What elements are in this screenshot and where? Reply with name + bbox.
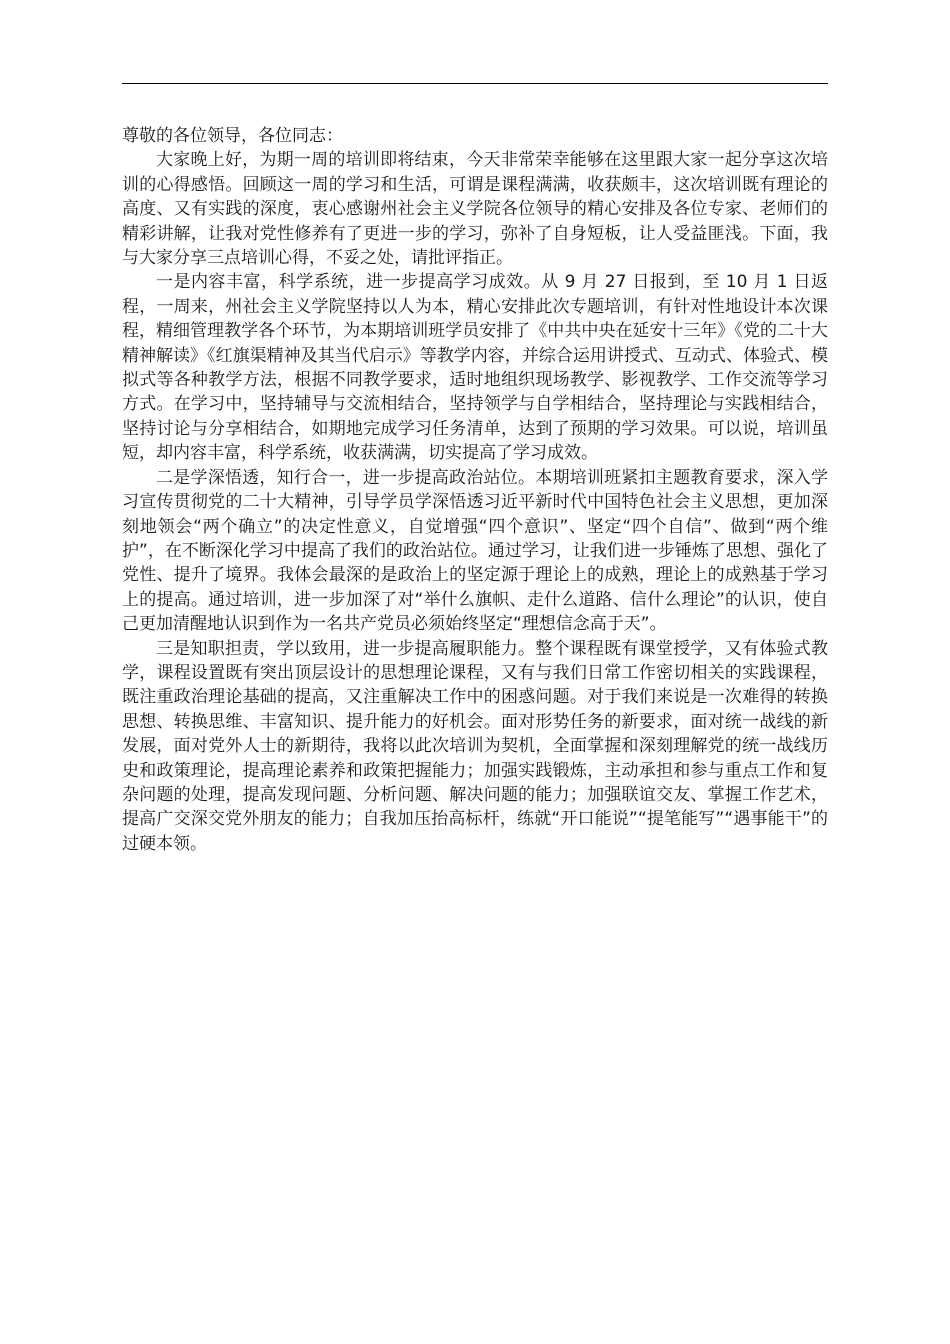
paragraph-point-three: 三是知职担责，学以致用，进一步提高履职能力。整个课程既有课堂授学，又有体验式教学，课程设置既有突出顶层设计的思想理论课程，又有与我们日常工作密切相关的实践课程，既注重政治理论基础的提高，又注重解决工作中的困惑问题。对于我们来说是一次难得的转换思想、转换思维、丰富知识、提升能力的好机会。面对形势任务的新要求，面对统一战线的新发展，面对党外人士的新期待，我将以此次培训为契机，全面掌握和深刻理解党的统一战线历史和政策理论，提高理论素养和政策把握能力；加强实践锻炼，主动承担和参与重点工作和复杂问题的处理，提高发现问题、分析问题、解决问题的能力；加强联谊交友、掌握工作艺术，提高广交深交党外朋友的能力；自我加压抬高标杆，练就“开口能说”“提笔能写”“遇事能干”的过硬本领。 [122, 638, 828, 854]
header-rule [122, 83, 828, 84]
document-body [122, 124, 828, 856]
paragraph-point-two: 二是学深悟透，知行合一，进一步提高政治站位。本期培训班紧扣主题教育要求，深入学习宣传贯彻党的二十大精神，引导学员学深悟透习近平新时代中国特色社会主义思想，更加深刻地领会“两个确立”的决定性意义，自觉增强“四个意识”、坚定“四个自信”、做到“两个维护”，在不断深化学习中提高了我们的政治站位。通过学习，让我们进一步锤炼了思想、强化了党性、提升了境界。我体会最深的是政治上的坚定源于理论上的成熟，理论上的成熟基于学习上的提高。通过培训，进一步加深了对“举什么旗帜、走什么道路、信什么理论”的认识，使自己更加清醒地认识到作为一名共产党员必须始终坚定“理想信念高于天”。 [122, 467, 828, 635]
salutation: 尊敬的各位领导，各位同志： [122, 126, 343, 146]
paragraph-point-one: 一是内容丰富，科学系统，进一步提高学习成效。从 9 月 27 日报到，至 10 月 1 日返程，一周来，州社会主义学院坚持以人为本，精心安排此次专题培训，有针对性地设计本次课程，精细管理教学各个环节，为本期培训班学员安排了《中共中央在延安十三年》《党的二十大精神解读》《红旗渠精神及其当代启示》等教学内容，并综合运用讲授式、互动式、体验式、模拟式等各种教学方法，根据不同教学要求，适时地组织现场教学、影视教学、工作交流等学习方式。在学习中，坚持辅导与交流相结合，坚持领学与自学相结合，坚持理论与实践相结合，坚持讨论与分享相结合，如期地完成学习任务清单，达到了预期的学习效果。可以说，培训虽短，却内容丰富，科学系统，收获满满，切实提高了学习成效。 [122, 272, 828, 464]
paragraph-opening: 大家晚上好，为期一周的培训即将结束，今天非常荣幸能够在这里跟大家一起分享这次培训的心得感悟。回顾这一周的学习和生活，可谓是课程满满，收获颇丰，这次培训既有理论的高度、又有实践的深度，衷心感谢州社会主义学院各位领导的精心安排及各位专家、老师们的精彩讲解，让我对党性修养有了更进一步的学习，弥补了自身短板，让人受益匪浅。下面，我与大家分享三点培训心得，不妥之处，请批评指正。 [122, 150, 828, 269]
